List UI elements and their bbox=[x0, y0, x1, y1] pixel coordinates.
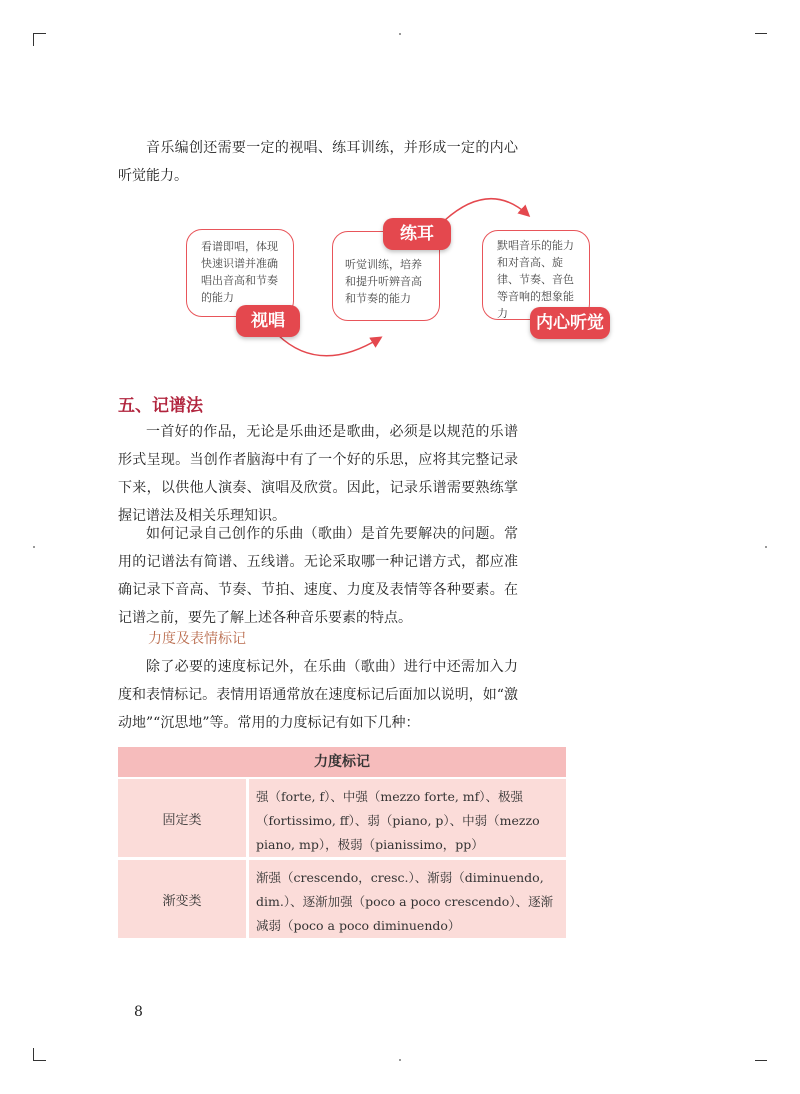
table-title: 力度标记 bbox=[118, 747, 566, 777]
registration-dot bbox=[399, 1059, 401, 1061]
table-row-label bbox=[118, 860, 246, 938]
tag-shichang: 视唱 bbox=[236, 305, 300, 337]
section-title: 五、记谱法 bbox=[118, 396, 203, 416]
table-row-label-text: 渐变类 bbox=[162, 893, 202, 909]
crop-mark bbox=[755, 1060, 767, 1061]
table-row-label bbox=[118, 779, 246, 857]
diagram-box-text: 默唱音乐的能力和对音高、旋律、节奏、音色等音响的想象能力 bbox=[497, 239, 574, 320]
diagram-arrows bbox=[0, 0, 800, 400]
arrow-shichang-to-lianer bbox=[278, 335, 380, 356]
diagram-box-shichang bbox=[186, 229, 294, 317]
diagram-box-text: 看谱即唱，体现快速识谱并准确唱出音高和节奏的能力 bbox=[201, 240, 278, 304]
registration-dot bbox=[33, 546, 35, 548]
paragraph-1: 一首好的作品，无论是乐曲还是歌曲，必须是以规范的乐谱形式呈现。当创作者脑海中有了一个好的乐思，应将其完整记录下来，以供他人演奏、演唱及欣赏。因此，记录乐谱需要熟练掌握记谱法及相关乐理知识。 bbox=[118, 424, 518, 524]
paragraph-3: 除了必要的速度标记外，在乐曲（歌曲）进行中还需加入力度和表情标记。表情用语通常放在速度标记后面加以说明，如“激动地”“沉思地”等。常用的力度标记有如下几种： bbox=[118, 659, 518, 731]
registration-dot bbox=[765, 546, 767, 548]
subheading: 力度及表情标记 bbox=[148, 631, 246, 647]
paragraph-2: 如何记录自己创作的乐曲（歌曲）是首先要解决的问题。常用的记谱法有简谱、五线谱。无论采取哪一种记谱方式，都应准确记录下音高、节奏、节拍、速度、力度及表情等各种要素。在记谱之前，要先了解上述各种音乐要素的特点。 bbox=[118, 526, 518, 626]
intro-paragraph: 音乐编创还需要一定的视唱、练耳训练，并形成一定的内心听觉能力。 bbox=[118, 140, 518, 184]
page-number: 8 bbox=[134, 1004, 143, 1020]
table-row-label-text: 固定类 bbox=[162, 812, 202, 828]
table-row-content: 渐强（crescendo，cresc.）、渐弱（diminuendo, dim.）、逐渐加强（poco a poco crescendo）、逐渐减弱（poco a poco diminuendo） bbox=[249, 860, 566, 938]
table-row-content: 强（forte, f）、中强（mezzo forte, mf）、极强（fortissimo, ff）、弱（piano, p）、中弱（mezzo piano, mp），极弱（pianissimo，pp） bbox=[249, 779, 566, 857]
tag-lianer: 练耳 bbox=[383, 218, 451, 250]
arrow-lianer-to-neixin bbox=[445, 199, 528, 220]
crop-mark bbox=[33, 1060, 46, 1061]
tag-neixin: 内心听觉 bbox=[530, 307, 610, 339]
diagram-box-text: 听觉训练，培养和提升听辨音高和节奏的能力 bbox=[345, 258, 422, 305]
